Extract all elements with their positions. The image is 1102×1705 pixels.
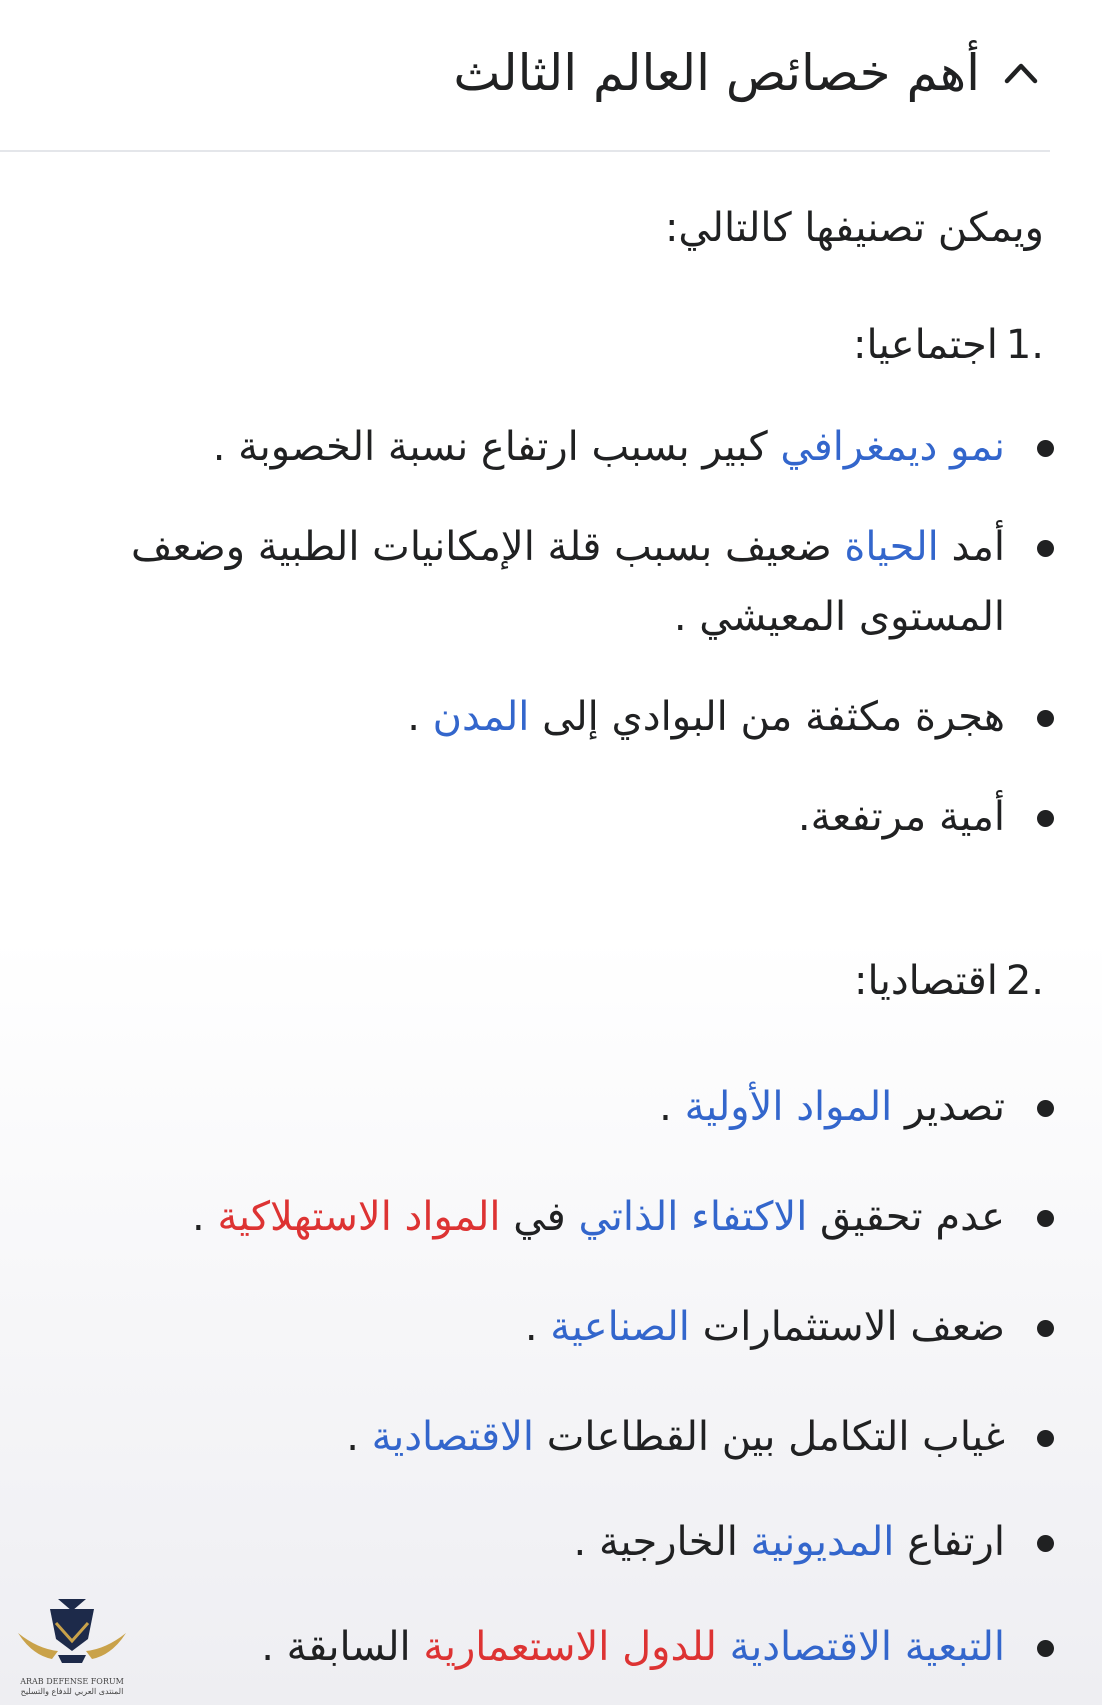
list-item-text xyxy=(14,782,1005,852)
text-span: . xyxy=(407,694,433,740)
list-item xyxy=(14,782,1054,852)
list-item-text xyxy=(14,512,1005,652)
text-span: السابقة . xyxy=(261,1624,424,1670)
text-span: غياب التكامل بين القطاعات xyxy=(534,1414,1005,1460)
list-item xyxy=(14,412,1054,482)
text-span: في xyxy=(500,1194,579,1240)
text-span: . xyxy=(192,1194,218,1240)
bullet-icon xyxy=(1037,810,1054,827)
list-item-text xyxy=(14,1182,1005,1252)
list-item xyxy=(14,512,1054,652)
list-item-text xyxy=(14,1072,1005,1142)
list-item xyxy=(14,1292,1054,1362)
text-span: . xyxy=(524,1304,551,1350)
text-span: أمية مرتفعة. xyxy=(797,794,1005,840)
list-item xyxy=(14,682,1054,752)
article-link[interactable]: المديونية xyxy=(750,1519,895,1565)
logo-caption-line2: المنتدى العربي للدفاع والتسليح xyxy=(20,1687,124,1696)
logo-caption xyxy=(8,1677,136,1697)
text-span xyxy=(717,1624,730,1670)
text-span: عدم تحقيق xyxy=(807,1194,1005,1240)
article-link[interactable]: المدن xyxy=(432,694,530,740)
list-heading-social xyxy=(853,322,1044,368)
list-heading-label: اقتصاديا: xyxy=(854,958,998,1004)
list-item-text xyxy=(14,412,1005,482)
text-span: . xyxy=(346,1414,372,1460)
section-header[interactable] xyxy=(330,28,1044,118)
bullet-icon xyxy=(1037,1320,1054,1337)
bullet-icon xyxy=(1037,1640,1054,1657)
bullet-icon xyxy=(1037,440,1054,457)
bullet-icon xyxy=(1037,1210,1054,1227)
missing-article-link[interactable]: المواد الاستهلاكية xyxy=(217,1194,501,1240)
list-item-text xyxy=(14,1402,1005,1472)
article-link[interactable]: التبعية الاقتصادية xyxy=(729,1624,1005,1670)
list-item xyxy=(14,1402,1054,1472)
list-item-text xyxy=(14,1292,1005,1362)
missing-article-link[interactable]: للدول الاستعمارية xyxy=(423,1624,717,1670)
text-span: أمد xyxy=(938,524,1005,570)
bullet-icon xyxy=(1037,710,1054,727)
text-span: كبير بسبب ارتفاع نسبة الخصوبة . xyxy=(212,424,781,470)
text-span: الخارجية . xyxy=(573,1519,751,1565)
list-item-text xyxy=(14,1612,1005,1682)
article-link[interactable]: نمو ديمغرافي xyxy=(780,424,1005,470)
bullet-icon xyxy=(1037,1430,1054,1447)
article-link[interactable]: الحياة xyxy=(844,524,939,570)
list-item xyxy=(14,1612,1054,1682)
text-span: تصدير xyxy=(892,1084,1005,1130)
list-item xyxy=(14,1182,1054,1252)
article-link[interactable]: الاكتفاء الذاتي xyxy=(578,1194,808,1240)
bullet-icon xyxy=(1037,1100,1054,1117)
list-number: 1. xyxy=(1005,322,1044,368)
article-link[interactable]: المواد الأولية xyxy=(684,1084,893,1130)
text-span: ارتفاع xyxy=(894,1519,1005,1565)
article-link[interactable]: الصناعية xyxy=(550,1304,690,1350)
intro-text: ويمكن تصنيفها كالتالي: xyxy=(664,205,1044,251)
article-link[interactable]: الاقتصادية xyxy=(371,1414,535,1460)
list-item xyxy=(14,1072,1054,1142)
logo-caption-line1: ARAB DEFENSE FORUM xyxy=(20,1677,124,1686)
section-title: أهم خصائص العالم الثالث xyxy=(453,44,980,102)
text-span: ضعف الاستثمارات xyxy=(689,1304,1005,1350)
text-span: . xyxy=(659,1084,685,1130)
section-divider xyxy=(0,150,1050,152)
bullet-icon xyxy=(1037,540,1054,557)
list-number: 2. xyxy=(1005,958,1044,1004)
list-item-text xyxy=(14,1507,1005,1577)
chevron-up-icon[interactable] xyxy=(998,50,1044,96)
text-span: ضعيف بسبب قلة الإمكانيات الطبية وضعف المستوى المعيشي . xyxy=(131,524,1005,640)
bullet-icon xyxy=(1037,1535,1054,1552)
list-heading-label: اجتماعيا: xyxy=(853,322,998,368)
text-span: هجرة مكثفة من البوادي إلى xyxy=(529,694,1005,740)
list-item-text xyxy=(14,682,1005,752)
list-heading-economic xyxy=(854,958,1044,1004)
list-item xyxy=(14,1507,1054,1577)
